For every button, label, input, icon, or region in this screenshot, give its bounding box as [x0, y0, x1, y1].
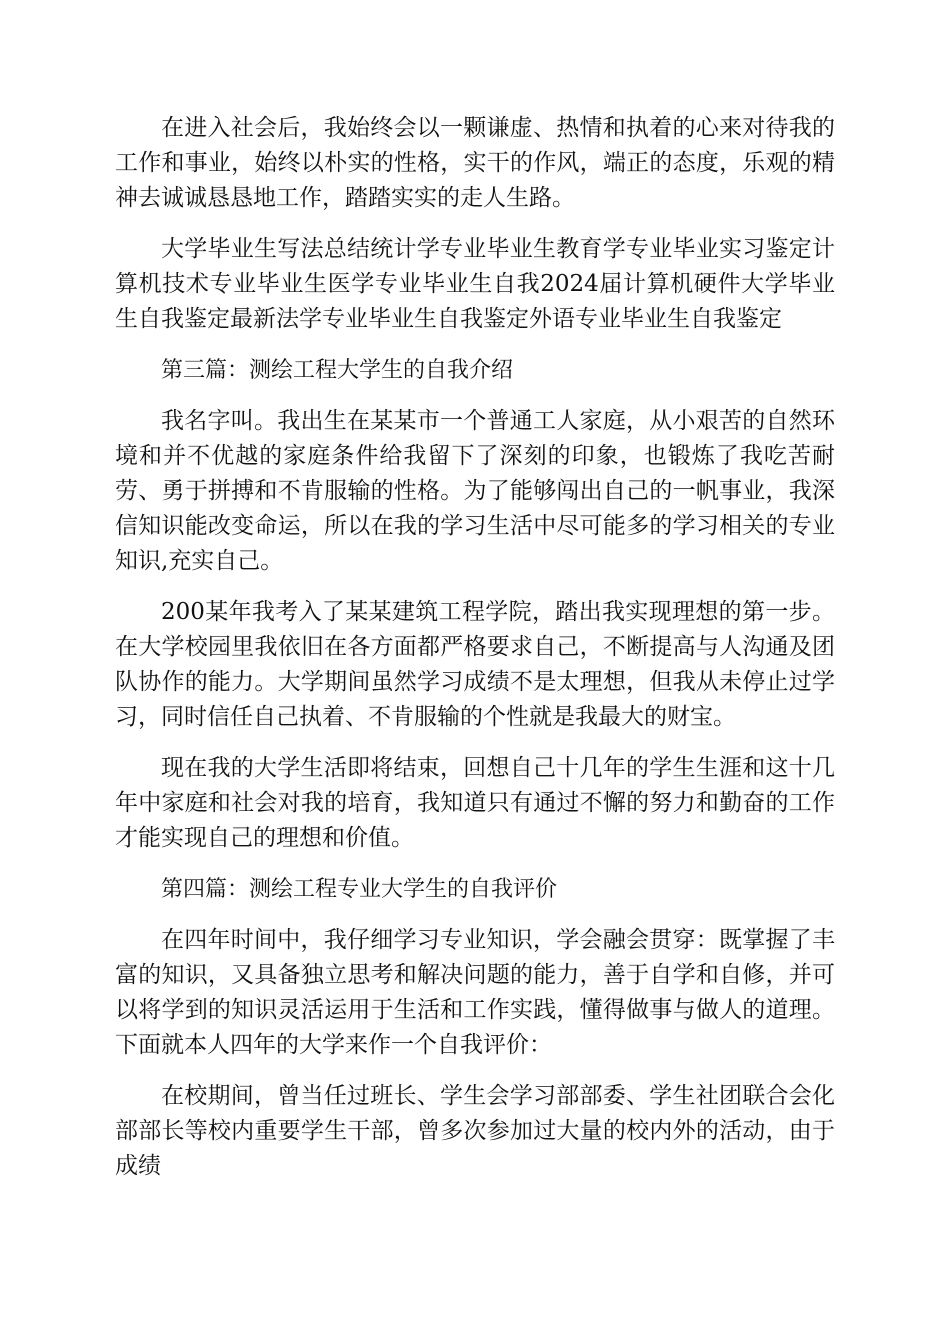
paragraph-self-intro: 我名字叫。我出生在某某市一个普通工人家庭，从小艰苦的自然环境和并不优越的家庭条件给我留下了深刻的印象，也锻炼了我吃苦耐劳、勇于拼搏和不肯服输的性格。为了能够闯出自己的一帆事业，我深信知识能改变命运，所以在我的学习生活中尽可能多的学习相关的专业知识,充实自己。: [115, 408, 835, 574]
paragraph-related-links: 大学毕业生写法总结统计学专业毕业生教育学专业毕业实习鉴定计算机技术专业毕业生医学专业毕业生自我2024届计算机硬件大学毕业生自我鉴定最新法学专业毕业生自我鉴定外语专业毕业生自我鉴定: [115, 236, 835, 332]
paragraph-college: 200某年我考入了某某建筑工程学院，踏出我实现理想的第一步。在大学校园里我依旧在各方面都严格要求自己，不断提高与人沟通及团队协作的能力。大学期间虽然学习成绩不是太理想，但我从未停止过学习，同时信任自己执着、不肯服输的个性就是我最大的财宝。: [115, 599, 835, 730]
section-heading-3: 第三篇：测绘工程大学生的自我介绍: [161, 358, 514, 383]
paragraph-four-years: 在四年时间中，我仔细学习专业知识，学会融会贯穿：既掌握了丰富的知识，又具备独立思考和解决问题的能力，善于自学和自修，并可以将学到的知识灵活运用于生活和工作实践，懂得做事与做人的道理。下面就本人四年的大学来作一个自我评价：: [115, 927, 835, 1058]
section-heading-4: 第四篇：测绘工程专业大学生的自我评价: [161, 877, 558, 902]
paragraph-graduation: 现在我的大学生活即将结束，回想自己十几年的学生生涯和这十几年中家庭和社会对我的培育，我知道只有通过不懈的努力和勤奋的工作才能实现自己的理想和价值。: [115, 755, 835, 851]
document-page: [115, 111, 835, 1200]
paragraph-school-roles: 在校期间，曾当任过班长、学生会学习部部委、学生社团联合会化部部长等校内重要学生干部，曾多次参加过大量的校内外的活动，由于成绩: [115, 1083, 835, 1179]
paragraph-career-attitude: 在进入社会后，我始终会以一颗谦虚、热情和执着的心来对待我的工作和事业，始终以朴实的性格，实干的作风，端正的态度，乐观的精神去诚诚恳恳地工作，踏踏实实的走人生路。: [115, 115, 835, 211]
